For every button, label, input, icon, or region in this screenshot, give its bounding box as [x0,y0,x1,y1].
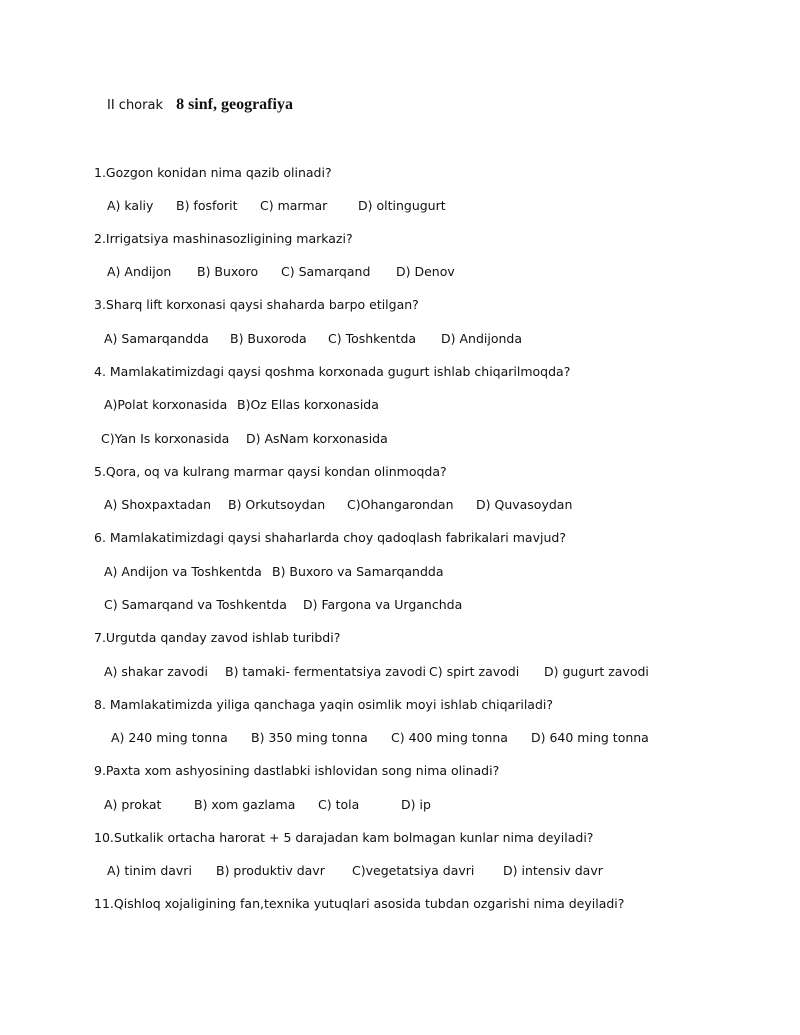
question-3: 3.Sharq lift korxonasi qaysi shaharda barpo etilgan? [94,297,419,312]
option-a: A) prokat [104,797,162,812]
option-c: C) Samarqand va Toshkentda [104,597,287,612]
option-d: D) intensiv davr [503,863,603,878]
option-b: B) Buxoro [197,264,259,279]
options-9 [104,797,431,812]
option-a: A) kaliy [107,198,154,213]
option-a: A)Polat korxonasida [104,397,228,412]
options-10 [107,863,603,878]
option-b: B) Buxoroda [230,331,307,346]
question-11: 11.Qishloq xojaligining fan,texnika yutuqlari asosida tubdan ozgarishi nima deyiladi? [94,896,625,911]
option-d: D) Andijonda [441,331,522,346]
question-9: 9.Paxta xom ashyosining dastlabki ishlovidan song nima olinadi? [94,763,500,778]
question-8: 8. Mamlakatimizda yiliga qanchaga yaqin osimlik moyi ishlab chiqariladi? [94,697,554,712]
option-a: A) Andijon va Toshkentda [104,564,262,579]
option-c: C) marmar [260,198,328,213]
option-a: A) 240 ming tonna [111,730,228,745]
option-b: B) Buxoro va Samarqandda [272,564,444,579]
option-a: A) shakar zavodi [104,664,208,679]
options-7 [104,664,649,679]
options-6-row-1 [104,564,444,579]
option-d: D) oltingugurt [358,198,446,213]
question-6: 6. Mamlakatimizdagi qaysi shaharlarda choy qadoqlash fabrikalari mavjud? [94,530,566,545]
option-a: A) Shoxpaxtadan [104,497,211,512]
question-5: 5.Qora, oq va kulrang marmar qaysi kondan olinmoqda? [94,464,447,479]
document-header [107,94,293,114]
option-d: D) Fargona va Urganchda [303,597,463,612]
option-d: D) 640 ming tonna [531,730,649,745]
option-c: C)Ohangarondan [347,497,454,512]
question-4: 4. Mamlakatimizdagi qaysi qoshma korxonada gugurt ishlab chiqarilmoqda? [94,364,571,379]
option-c: C)Yan Is korxonasida [101,431,230,446]
term-label: II chorak [107,98,163,113]
option-a: A) Samarqandda [104,331,209,346]
option-c: C)vegetatsiya davri [352,863,475,878]
option-c: C) Toshkentda [328,331,417,346]
option-b: B)Oz Ellas korxonasida [237,397,379,412]
question-10: 10.Sutkalik ortacha harorat + 5 darajadan kam bolmagan kunlar nima deyiladi? [94,830,594,845]
option-b: B) produktiv davr [216,863,325,878]
options-3 [104,331,522,346]
option-d: D) ip [401,797,431,812]
options-4-row-1 [104,397,379,412]
options-1 [107,198,446,213]
option-b: B) fosforit [176,198,238,213]
options-5 [104,497,572,512]
option-d: D) Quvasoydan [476,497,573,512]
option-c: C) spirt zavodi [429,664,520,679]
options-6-row-2 [104,597,462,612]
options-2 [107,264,455,279]
option-b: B) tamaki- fermentatsiya zavodi [225,664,426,679]
option-a: A) Andijon [107,264,172,279]
options-4-row-2 [101,431,388,446]
option-b: B) Orkutsoydan [228,497,326,512]
option-c: C) 400 ming tonna [391,730,508,745]
option-b: B) 350 ming tonna [251,730,368,745]
option-c: C) tola [318,797,360,812]
option-d: D) AsNam korxonasida [246,431,388,446]
option-c: C) Samarqand [281,264,371,279]
option-d: D) gugurt zavodi [544,664,649,679]
option-a: A) tinim davri [107,863,192,878]
question-1: 1.Gozgon konidan nima qazib olinadi? [94,165,332,180]
page-title: 8 sinf, geografiya [176,96,293,113]
option-d: D) Denov [396,264,455,279]
question-7: 7.Urgutda qanday zavod ishlab turibdi? [94,630,341,645]
options-8 [111,730,649,745]
option-b: B) xom gazlama [194,797,296,812]
question-2: 2.Irrigatsiya mashinasozligining markazi? [94,231,353,246]
